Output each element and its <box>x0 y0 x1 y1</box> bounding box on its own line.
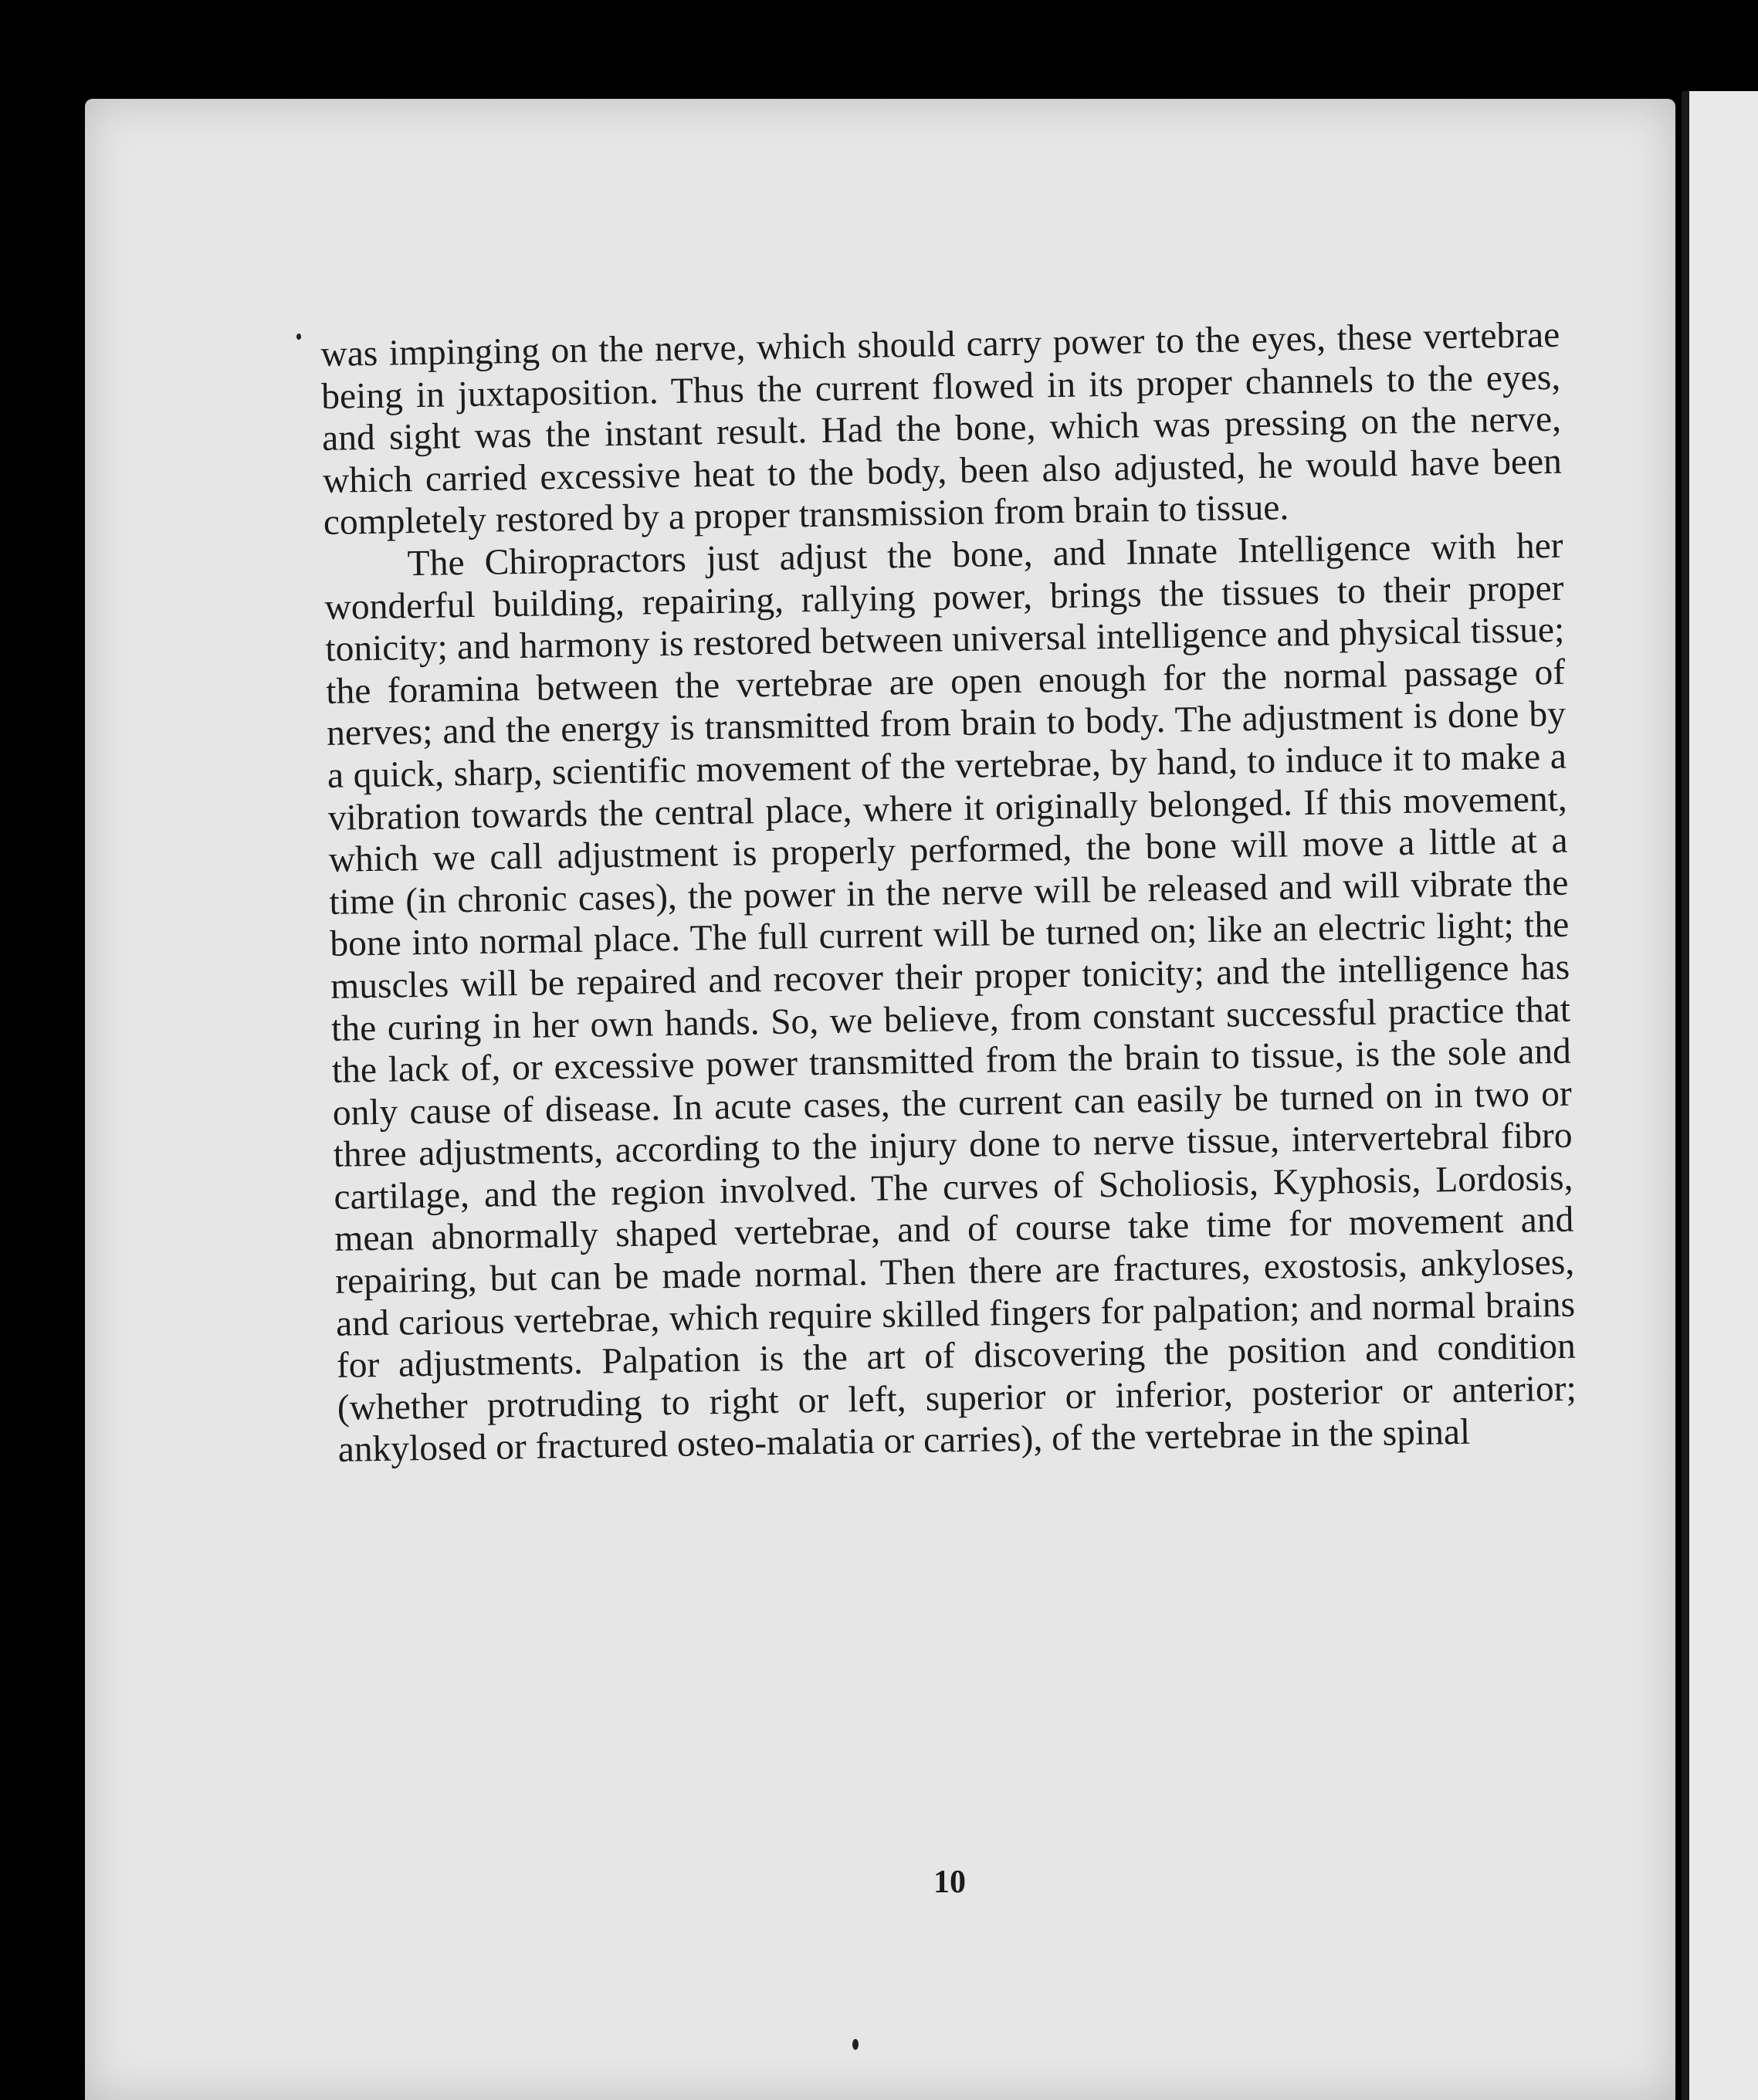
paragraph-2: The Chiropractors just adjust the bone, and Innate Intelligence with her wonderful building, repairing, rallying power, brings the tissues to their proper tonicity; and harmony is restored between universal intelligence and physical tissue; the foramina between the vertebrae are open enough for the normal passage of nerves; and the energy is transmitted from brain to body. The adjustment is done by a quick, sharp, scientific movement of the vertebrae, by hand, to induce it to make a vibration towards the central place, where it originally belonged. If this movement, which we call adjustment is properly performed, the bone will move a little at a time (in chronic cases), the power in the nerve will be released and will vibrate the bone into normal place. The full current will be turned on; like an electric light; the muscles will be repaired and recover their proper tonicity; and the intelligence has the curing in her own hands. So, we believe, from constant successful practice that the lack of, or excessive power transmitted from the brain to tissue, is the sole and only cause of disease. In acute cases, the current can easily be turned on in two or three adjustments, according to the injury done to nerve tissue, intervertebral fibro cartilage, and the region involved. The curves of Scholiosis, Kyphosis, Lordosis, mean abnormally shaped vertebrae, and of course take time for movement and repairing, but can be made normal. Then there are fractures, exostosis, ankyloses, and carious vertebrae, which require skilled fingers for palpation; and normal brains for adjustments. Palpation is the art of discovering the position and condition (whether protruding to right or left, superior or inferior, posterior or anterior; ankylosed or fractured osteo-malatia or carries), of the vertebrae in the spinal <box>324 525 1577 1471</box>
adjacent-page-edge <box>1682 91 1758 2100</box>
ink-speck <box>296 334 301 340</box>
paragraph-1: was impinging on the nerve, which should carry power to the eyes, these vertebrae being in juxtaposition. Thus the current flowed in its proper channels to the eyes, and sight was the instant result. Had the bone, which was pressing on the nerve, which carried excessive heat to the body, been also adjusted, he would have been completely restored by a proper transmission from brain to tissue. <box>320 314 1563 544</box>
body-text <box>320 314 1577 1472</box>
ink-speck <box>852 2039 859 2050</box>
page-number: 10 <box>933 1865 966 1900</box>
